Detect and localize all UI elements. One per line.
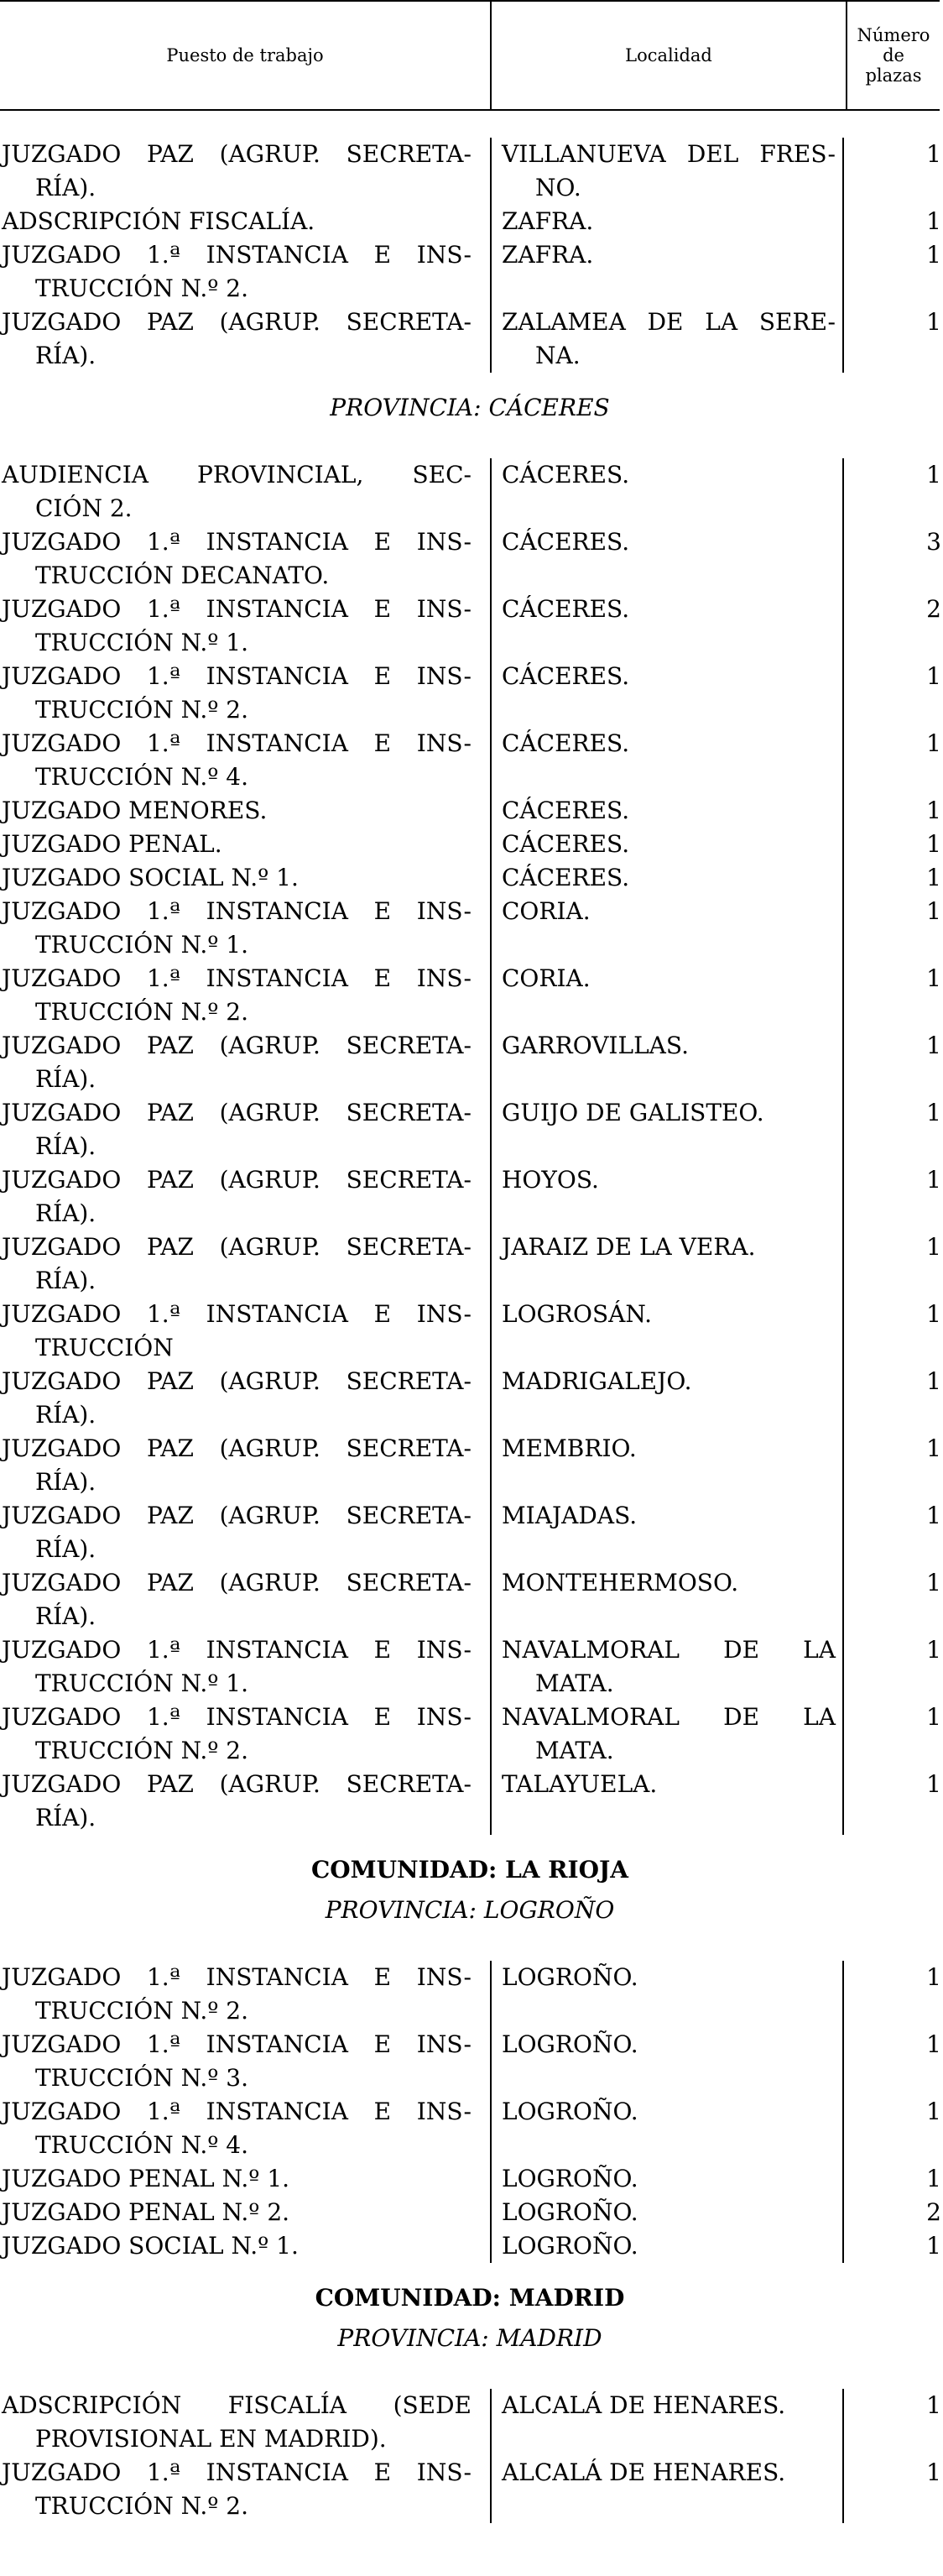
header-puesto: Puesto de trabajo bbox=[166, 45, 324, 65]
localidad-line: CÁCERES. bbox=[502, 461, 630, 489]
header-plazas-line: de bbox=[883, 45, 904, 65]
localidad-cell bbox=[492, 306, 842, 373]
plazas-cell: 1 bbox=[926, 1636, 941, 1664]
puesto-cell bbox=[0, 1231, 480, 1298]
puesto-line: JUZGADO 1.ª INSTANCIA E INS- bbox=[2, 662, 472, 690]
localidad-cell bbox=[492, 1432, 842, 1499]
puesto-cell bbox=[0, 593, 480, 660]
localidad-line: NAVALMORAL DE LA bbox=[502, 1636, 836, 1664]
puesto-cell bbox=[0, 525, 480, 593]
puesto-line: JUZGADO 1.ª INSTANCIA E INS- bbox=[2, 241, 472, 269]
localidad-line: CÁCERES. bbox=[502, 729, 630, 757]
plazas-cell: 1 bbox=[926, 1569, 941, 1596]
localidad-line: MATA. bbox=[535, 1737, 614, 1764]
section bbox=[0, 1853, 940, 1887]
puesto-line: JUZGADO 1.ª INSTANCIA E INS- bbox=[2, 2458, 472, 2486]
puesto-line: JUZGADO PAZ (AGRUP. SECRETA- bbox=[2, 1233, 472, 1261]
puesto-cell bbox=[0, 1499, 480, 1566]
localidad-line: LOGROÑO. bbox=[502, 1963, 638, 1991]
localidad-line: TALAYUELA. bbox=[502, 1770, 658, 1798]
puesto-line: JUZGADO PAZ (AGRUP. SECRETA- bbox=[2, 1032, 472, 1059]
puesto-cell bbox=[0, 1298, 480, 1365]
table-row bbox=[0, 1298, 940, 1365]
puesto-line: TRUCCIÓN N.º 4. bbox=[35, 2131, 249, 2159]
puesto-cell bbox=[0, 306, 480, 373]
table-row bbox=[0, 828, 940, 861]
localidad-line: ALCALÁ DE HENARES. bbox=[502, 2391, 786, 2419]
puesto-line: RÍA). bbox=[35, 1199, 96, 1227]
localidad-line: NA. bbox=[535, 342, 581, 369]
puesto-line: TRUCCIÓN N.º 1. bbox=[35, 1669, 249, 1697]
comunidad-heading: COMUNIDAD: LA RIOJA bbox=[310, 1856, 629, 1884]
plazas-cell: 1 bbox=[926, 1367, 941, 1395]
puesto-line: AUDIENCIA PROVINCIAL, SEC- bbox=[2, 461, 472, 489]
table-row bbox=[0, 1961, 940, 2028]
puesto-line: RÍA). bbox=[35, 1401, 96, 1429]
table-row bbox=[0, 1701, 940, 1768]
localidad-line: JARAIZ DE LA VERA. bbox=[502, 1233, 756, 1261]
localidad-line: HOYOS. bbox=[502, 1166, 599, 1194]
table-row bbox=[0, 1096, 940, 1163]
puesto-line: TRUCCIÓN N.º 2. bbox=[35, 696, 249, 724]
plazas-cell: 1 bbox=[926, 1166, 941, 1194]
plazas-cell: 1 bbox=[926, 964, 941, 992]
puesto-cell bbox=[0, 1701, 480, 1768]
plazas-cell: 1 bbox=[926, 1502, 941, 1529]
table-row bbox=[0, 861, 940, 895]
plazas-cell: 1 bbox=[926, 2165, 941, 2192]
localidad-line: CORIA. bbox=[502, 964, 591, 992]
plazas-cell: 1 bbox=[926, 1770, 941, 1798]
localidad-line: LOGROÑO. bbox=[502, 2232, 638, 2260]
puesto-line: JUZGADO PAZ (AGRUP. SECRETA- bbox=[2, 140, 472, 168]
localidad-cell bbox=[492, 1298, 842, 1365]
puesto-line: RÍA). bbox=[35, 1535, 96, 1563]
plazas-cell: 1 bbox=[926, 2458, 941, 2486]
puesto-cell bbox=[0, 1096, 480, 1163]
puesto-line: JUZGADO PENAL N.º 2. bbox=[2, 2198, 290, 2226]
localidad-cell bbox=[492, 1096, 842, 1163]
localidad-cell bbox=[492, 828, 842, 861]
puesto-cell bbox=[0, 962, 480, 1029]
localidad-cell bbox=[492, 1768, 842, 1835]
puesto-cell bbox=[0, 660, 480, 727]
localidad-line: LOGROÑO. bbox=[502, 2198, 638, 2226]
table-row bbox=[0, 2196, 940, 2229]
puesto-line: JUZGADO PAZ (AGRUP. SECRETA- bbox=[2, 1569, 472, 1596]
header-plazas-line: plazas bbox=[865, 65, 922, 86]
puesto-line: TRUCCIÓN N.º 2. bbox=[35, 1737, 249, 1764]
table-row bbox=[0, 205, 940, 238]
localidad-line: MEMBRIO. bbox=[502, 1434, 637, 1462]
plazas-cell: 1 bbox=[926, 140, 941, 168]
localidad-line: CÁCERES. bbox=[502, 662, 630, 690]
table-row bbox=[0, 1231, 940, 1298]
puesto-cell bbox=[0, 1365, 480, 1432]
puesto-cell bbox=[0, 138, 480, 205]
localidad-line: MIAJADAS. bbox=[502, 1502, 638, 1529]
puesto-line: JUZGADO PAZ (AGRUP. SECRETA- bbox=[2, 1099, 472, 1126]
puesto-cell bbox=[0, 1633, 480, 1701]
table-row bbox=[0, 458, 940, 525]
header-plazas bbox=[847, 2, 940, 109]
puesto-line: JUZGADO 1.ª INSTANCIA E INS- bbox=[2, 897, 472, 925]
puesto-line: TRUCCIÓN N.º 3. bbox=[35, 2064, 249, 2092]
section bbox=[0, 138, 940, 373]
table-row bbox=[0, 138, 940, 205]
header-divider bbox=[490, 2, 492, 109]
localidad-cell bbox=[492, 660, 842, 727]
localidad-line: LOGROÑO. bbox=[502, 2098, 638, 2125]
puesto-line: ADSCRIPCIÓN FISCALÍA. bbox=[2, 207, 315, 235]
puesto-line: JUZGADO PENAL. bbox=[2, 830, 222, 858]
localidad-line: ZALAMEA DE LA SERE- bbox=[502, 308, 836, 336]
puesto-line: JUZGADO 1.ª INSTANCIA E INS- bbox=[2, 2098, 472, 2125]
section bbox=[0, 391, 940, 1835]
puesto-line: TRUCCIÓN N.º 2. bbox=[35, 2492, 249, 2520]
table-header bbox=[0, 0, 940, 111]
puesto-line: RÍA). bbox=[35, 1804, 96, 1831]
localidad-line: CORIA. bbox=[502, 897, 591, 925]
puesto-cell bbox=[0, 238, 480, 306]
puesto-cell bbox=[0, 861, 480, 895]
localidad-cell bbox=[492, 2389, 842, 2456]
puesto-cell bbox=[0, 2229, 480, 2263]
localidad-cell bbox=[492, 2028, 842, 2095]
puesto-line: RÍA). bbox=[35, 174, 96, 201]
section bbox=[0, 2322, 940, 2523]
localidad-line: CÁCERES. bbox=[502, 864, 630, 891]
localidad-cell bbox=[492, 2095, 842, 2162]
puesto-cell bbox=[0, 2095, 480, 2162]
table-row bbox=[0, 1566, 940, 1633]
localidad-line: LOGROÑO. bbox=[502, 2030, 638, 2058]
puesto-line: CIÓN 2. bbox=[35, 494, 133, 522]
table-row bbox=[0, 1365, 940, 1432]
rows-group bbox=[0, 2389, 940, 2523]
plazas-cell: 1 bbox=[926, 2030, 941, 2058]
table-row bbox=[0, 2095, 940, 2162]
puesto-line: TRUCCIÓN N.º 2. bbox=[35, 998, 249, 1026]
localidad-line: ALCALÁ DE HENARES. bbox=[502, 2458, 786, 2486]
localidad-cell bbox=[492, 962, 842, 1029]
puesto-line: JUZGADO 1.ª INSTANCIA E INS- bbox=[2, 528, 472, 556]
plazas-cell: 1 bbox=[926, 2391, 941, 2419]
localidad-cell bbox=[492, 895, 842, 962]
puesto-cell bbox=[0, 1566, 480, 1633]
plazas-cell: 1 bbox=[926, 241, 941, 269]
comunidad-heading: COMUNIDAD: MADRID bbox=[315, 2284, 625, 2312]
localidad-cell bbox=[492, 205, 842, 238]
puesto-cell bbox=[0, 727, 480, 794]
plazas-cell: 1 bbox=[926, 864, 941, 891]
puesto-cell bbox=[0, 1163, 480, 1231]
localidad-line: VILLANUEVA DEL FRES- bbox=[502, 140, 836, 168]
localidad-line: CÁCERES. bbox=[502, 595, 630, 623]
localidad-cell bbox=[492, 1566, 842, 1633]
table-row bbox=[0, 1633, 940, 1701]
plazas-cell: 1 bbox=[926, 729, 941, 757]
puesto-line: RÍA). bbox=[35, 1602, 96, 1630]
puesto-cell bbox=[0, 2456, 480, 2523]
localidad-line: NAVALMORAL DE LA bbox=[502, 1703, 836, 1731]
table-row bbox=[0, 525, 940, 593]
table-row bbox=[0, 2162, 940, 2196]
table-row bbox=[0, 895, 940, 962]
table-row bbox=[0, 2389, 940, 2456]
header-plazas-line: Número bbox=[857, 25, 930, 45]
puesto-line: RÍA). bbox=[35, 1065, 96, 1093]
localidad-cell bbox=[492, 458, 842, 525]
provincia-heading: PROVINCIA: MADRID bbox=[337, 2324, 602, 2352]
localidad-line: ZAFRA. bbox=[502, 207, 594, 235]
puesto-cell bbox=[0, 458, 480, 525]
puesto-cell bbox=[0, 794, 480, 828]
plazas-cell: 1 bbox=[926, 2098, 941, 2125]
plazas-cell: 2 bbox=[926, 595, 941, 623]
section bbox=[0, 1894, 940, 2263]
puesto-cell bbox=[0, 1961, 480, 2028]
puesto-line: JUZGADO 1.ª INSTANCIA E INS- bbox=[2, 1963, 472, 1991]
localidad-line: MATA. bbox=[535, 1669, 614, 1697]
puesto-line: PROVISIONAL EN MADRID). bbox=[35, 2425, 387, 2453]
plazas-cell: 1 bbox=[926, 1434, 941, 1462]
puesto-line: TRUCCIÓN N.º 2. bbox=[35, 274, 249, 302]
puesto-line: JUZGADO 1.ª INSTANCIA E INS- bbox=[2, 1300, 472, 1328]
plazas-cell: 1 bbox=[926, 1703, 941, 1731]
localidad-cell bbox=[492, 1499, 842, 1566]
localidad-cell bbox=[492, 727, 842, 794]
localidad-line: LOGROSÁN. bbox=[502, 1300, 652, 1328]
table-row bbox=[0, 794, 940, 828]
puesto-cell bbox=[0, 1768, 480, 1835]
puesto-line: JUZGADO PAZ (AGRUP. SECRETA- bbox=[2, 1502, 472, 1529]
table-row bbox=[0, 238, 940, 306]
puesto-line: JUZGADO 1.ª INSTANCIA E INS- bbox=[2, 1636, 472, 1664]
plazas-cell: 1 bbox=[926, 830, 941, 858]
table-row bbox=[0, 1768, 940, 1835]
plazas-cell: 1 bbox=[926, 207, 941, 235]
puesto-line: JUZGADO SOCIAL N.º 1. bbox=[2, 2232, 299, 2260]
puesto-line: TRUCCIÓN N.º 2. bbox=[35, 1997, 249, 2025]
rows-group bbox=[0, 138, 940, 373]
table-row bbox=[0, 727, 940, 794]
puesto-cell bbox=[0, 2028, 480, 2095]
puesto-cell bbox=[0, 895, 480, 962]
table-body bbox=[0, 138, 940, 2523]
puesto-line: JUZGADO PAZ (AGRUP. SECRETA- bbox=[2, 1434, 472, 1462]
plazas-cell: 1 bbox=[926, 897, 941, 925]
puesto-cell bbox=[0, 2389, 480, 2456]
localidad-cell bbox=[492, 2456, 842, 2523]
localidad-line: GARROVILLAS. bbox=[502, 1032, 689, 1059]
puesto-line: RÍA). bbox=[35, 342, 96, 369]
table-row bbox=[0, 1499, 940, 1566]
localidad-cell bbox=[492, 138, 842, 205]
puesto-line: JUZGADO PAZ (AGRUP. SECRETA- bbox=[2, 1166, 472, 1194]
provincia-heading: PROVINCIA: LOGROÑO bbox=[325, 1896, 615, 1924]
puesto-line: TRUCCIÓN bbox=[35, 1334, 174, 1361]
localidad-cell bbox=[492, 525, 842, 593]
puesto-line: TRUCCIÓN N.º 1. bbox=[35, 931, 249, 959]
table-row bbox=[0, 2028, 940, 2095]
localidad-cell bbox=[492, 1163, 842, 1231]
localidad-cell bbox=[492, 861, 842, 895]
puesto-cell bbox=[0, 2162, 480, 2196]
rows-group bbox=[0, 1961, 940, 2263]
puesto-cell bbox=[0, 2196, 480, 2229]
localidad-cell bbox=[492, 2196, 842, 2229]
localidad-line: CÁCERES. bbox=[502, 830, 630, 858]
localidad-line: LOGROÑO. bbox=[502, 2165, 638, 2192]
localidad-line: GUIJO DE GALISTEO. bbox=[502, 1099, 764, 1126]
table-row bbox=[0, 962, 940, 1029]
localidad-cell bbox=[492, 1029, 842, 1096]
rows-group bbox=[0, 458, 940, 1835]
localidad-cell bbox=[492, 1701, 842, 1768]
plazas-cell: 1 bbox=[926, 1032, 941, 1059]
plazas-cell: 1 bbox=[926, 1963, 941, 1991]
table-row bbox=[0, 1029, 940, 1096]
plazas-cell: 1 bbox=[926, 1099, 941, 1126]
plazas-cell: 1 bbox=[926, 797, 941, 824]
table-row bbox=[0, 660, 940, 727]
localidad-cell bbox=[492, 2162, 842, 2196]
table-row bbox=[0, 1163, 940, 1231]
puesto-line: TRUCCIÓN N.º 1. bbox=[35, 629, 249, 656]
localidad-line: NO. bbox=[535, 174, 581, 201]
localidad-cell bbox=[492, 238, 842, 306]
localidad-line: ZAFRA. bbox=[502, 241, 594, 269]
localidad-line: CÁCERES. bbox=[502, 528, 630, 556]
localidad-line: MONTEHERMOSO. bbox=[502, 1569, 739, 1596]
table-row bbox=[0, 306, 940, 373]
plazas-cell: 1 bbox=[926, 1300, 941, 1328]
table-row bbox=[0, 2456, 940, 2523]
puesto-line: JUZGADO PAZ (AGRUP. SECRETA- bbox=[2, 1367, 472, 1395]
plazas-cell: 1 bbox=[926, 1233, 941, 1261]
plazas-cell: 2 bbox=[926, 2198, 941, 2226]
puesto-cell bbox=[0, 1029, 480, 1096]
localidad-cell bbox=[492, 1231, 842, 1298]
table-row bbox=[0, 2229, 940, 2263]
puesto-line: TRUCCIÓN N.º 4. bbox=[35, 763, 249, 791]
plazas-cell: 1 bbox=[926, 308, 941, 336]
plazas-cell: 1 bbox=[926, 461, 941, 489]
puesto-line: JUZGADO PENAL N.º 1. bbox=[2, 2165, 290, 2192]
table-row bbox=[0, 593, 940, 660]
puesto-cell bbox=[0, 1432, 480, 1499]
puesto-line: JUZGADO 1.ª INSTANCIA E INS- bbox=[2, 1703, 472, 1731]
puesto-line: JUZGADO 1.ª INSTANCIA E INS- bbox=[2, 964, 472, 992]
puesto-cell bbox=[0, 828, 480, 861]
localidad-line: MADRIGALEJO. bbox=[502, 1367, 692, 1395]
puesto-line: JUZGADO 1.ª INSTANCIA E INS- bbox=[2, 729, 472, 757]
localidad-cell bbox=[492, 1633, 842, 1701]
localidad-line: CÁCERES. bbox=[502, 797, 630, 824]
puesto-line: JUZGADO PAZ (AGRUP. SECRETA- bbox=[2, 1770, 472, 1798]
puesto-line: RÍA). bbox=[35, 1132, 96, 1160]
provincia-heading: PROVINCIA: CÁCERES bbox=[330, 394, 610, 421]
puesto-line: JUZGADO MENORES. bbox=[2, 797, 268, 824]
puesto-line: JUZGADO SOCIAL N.º 1. bbox=[2, 864, 299, 891]
section bbox=[0, 2281, 940, 2315]
puesto-line: ADSCRIPCIÓN FISCALÍA (SEDE bbox=[2, 2391, 472, 2419]
localidad-cell bbox=[492, 1365, 842, 1432]
puesto-line: JUZGADO 1.ª INSTANCIA E INS- bbox=[2, 2030, 472, 2058]
plazas-cell: 1 bbox=[926, 2232, 941, 2260]
plazas-cell: 1 bbox=[926, 662, 941, 690]
puesto-line: JUZGADO 1.ª INSTANCIA E INS- bbox=[2, 595, 472, 623]
puesto-line: RÍA). bbox=[35, 1267, 96, 1294]
localidad-cell bbox=[492, 794, 842, 828]
puesto-line: JUZGADO PAZ (AGRUP. SECRETA- bbox=[2, 308, 472, 336]
localidad-cell bbox=[492, 1961, 842, 2028]
localidad-cell bbox=[492, 2229, 842, 2263]
header-localidad: Localidad bbox=[625, 45, 712, 65]
localidad-cell bbox=[492, 593, 842, 660]
plazas-cell: 3 bbox=[926, 528, 941, 556]
table-row bbox=[0, 1432, 940, 1499]
puesto-cell bbox=[0, 205, 480, 238]
puesto-line: TRUCCIÓN DECANATO. bbox=[35, 562, 330, 589]
puesto-line: RÍA). bbox=[35, 1468, 96, 1496]
